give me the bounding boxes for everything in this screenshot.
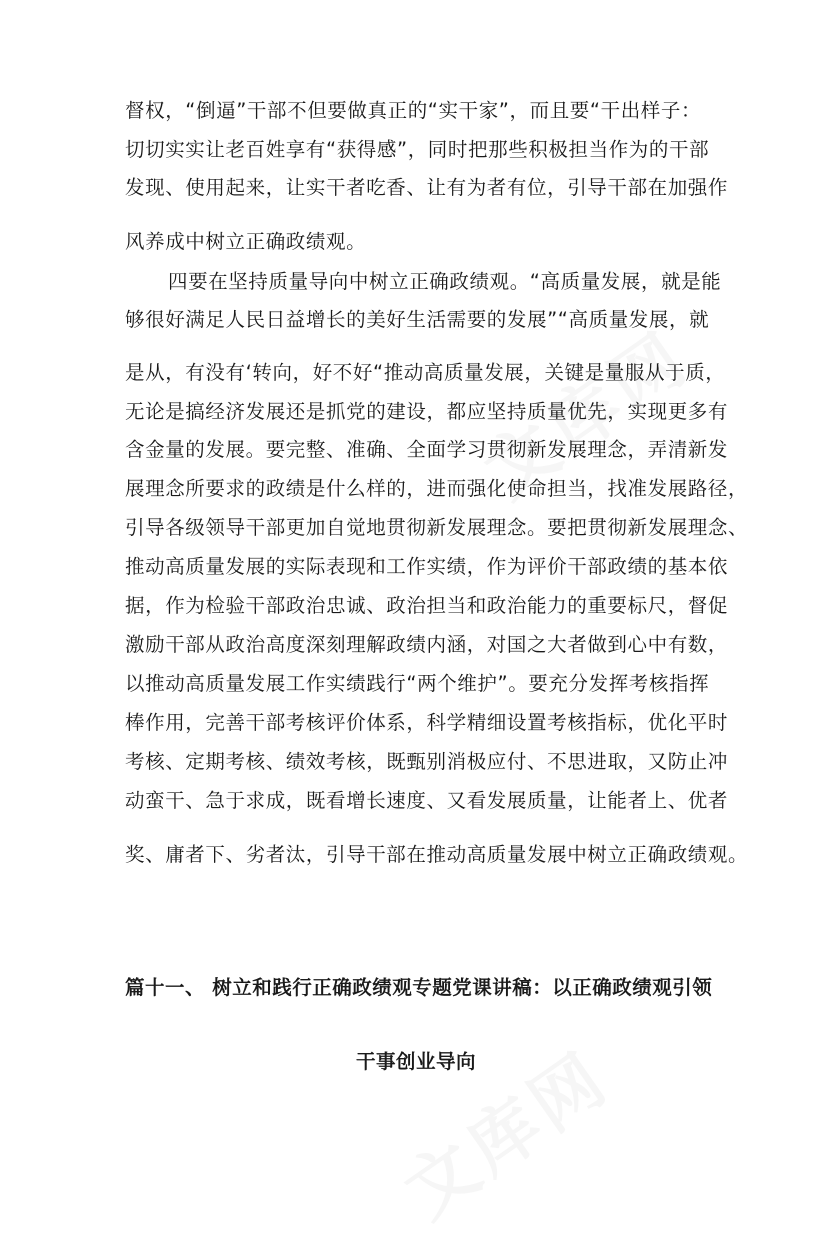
body-line: 推动高质量发展的实际表现和工作实绩，作为评价干部政绩的基本依 [125, 555, 729, 578]
body-line: 无论是搞经济发展还是抓党的建设，都应坚持质量优先，实现更多有 [125, 400, 729, 423]
section-heading-continued: 干事创业导向 [356, 1050, 477, 1073]
paragraph-start-line: 四要在坚持质量导向中树立正确政绩观。“高质量发展，就是能 [168, 270, 722, 293]
body-line: 激励干部从政治高度深刻理解政绩内涵，对国之大者做到心中有数， [125, 633, 729, 656]
body-line: 奖、庸者下、劣者汰，引导干部在推动高质量发展中树立正确政绩观。 [125, 843, 749, 866]
body-line: 据，作为检验干部政治忠诚、政治担当和政治能力的重要标尺，督促 [125, 594, 729, 617]
body-line: 是从，有没有‘转向，好不好“推动高质量发展，关键是量服从于质， [125, 361, 726, 384]
body-line: 督权，“倒逼”干部不但要做真正的“实干家”，而且要“干出样子： [125, 99, 702, 122]
body-line: 够很好满足人民日益增长的美好生活需要的发展”“高质量发展，就 [125, 308, 710, 331]
body-line: 考核、定期考核、绩效考核，既甄别消极应付、不思进取，又防止冲 [125, 750, 729, 773]
body-line: 展理念所要求的政绩是什么样的，进而强化使命担当，找准发展路径， [125, 477, 749, 500]
body-line: 棒作用，完善干部考核评价体系，科学精细设置考核指标，优化平时 [125, 711, 729, 734]
body-line: 引导各级领导干部更加自觉地贯彻新发展理念。要把贯彻新发展理念、 [125, 516, 749, 539]
section-heading: 篇十一、 树立和践行正确政绩观专题党课讲稿：以正确政绩观引领 [125, 976, 713, 999]
body-line: 动蛮干、急于求成，既看增长速度、又看发展质量，让能者上、优者 [125, 789, 729, 812]
body-line: 切切实实让老百姓享有“获得感”，同时把那些积极担当作为的干部 [125, 138, 710, 161]
body-line: 发现、使用起来，让实干者吃香、让有为者有位，引导干部在加强作 [125, 176, 729, 199]
body-line: 风养成中树立正确政绩观。 [125, 230, 367, 253]
body-line: 含金量的发展。要完整、准确、全面学习贯彻新发展理念，弄清新发 [125, 438, 729, 461]
body-line: 以推动高质量发展工作实绩践行“两个维护”。要充分发挥考核指挥 [125, 672, 710, 695]
